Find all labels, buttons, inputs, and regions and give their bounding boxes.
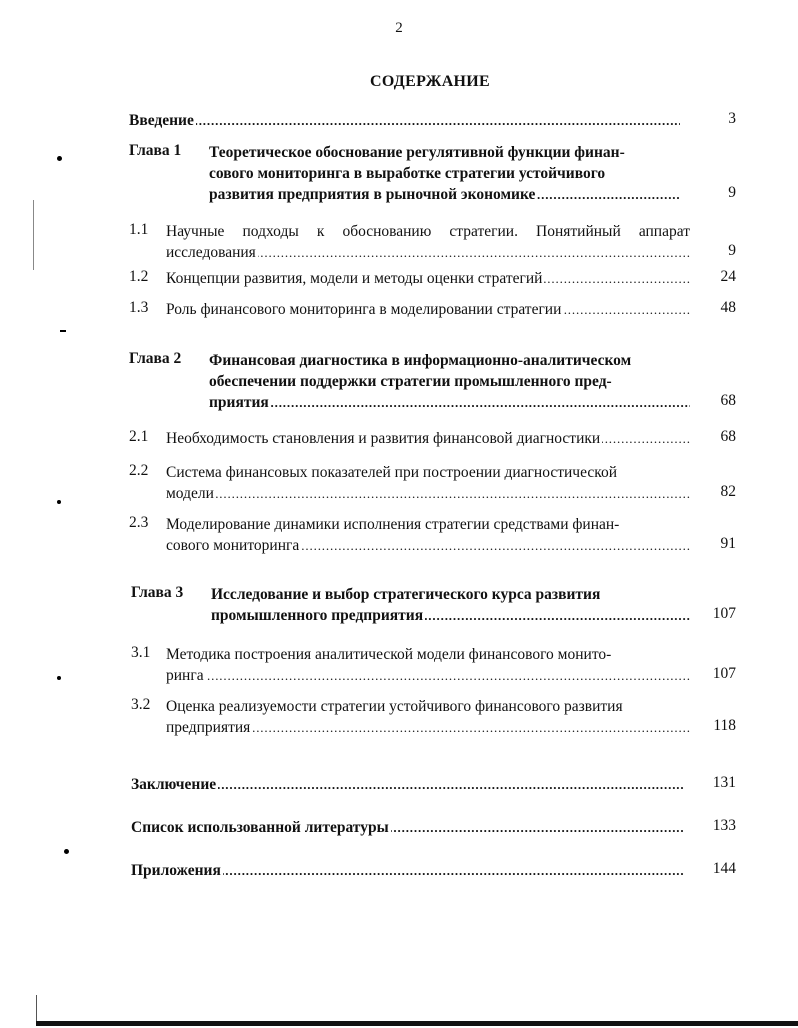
section-2-2-line-1: Система финансовых показателей при построении диагностической (166, 464, 618, 481)
toc-section-3-1[interactable] (166, 644, 690, 686)
section-1-2-title: Концепции развития, модели и методы оценки стратегий (166, 270, 543, 287)
toc-section-2-2[interactable] (166, 462, 690, 504)
toc-section-2-3[interactable] (166, 514, 690, 556)
toc-section-2-1[interactable] (166, 428, 690, 449)
chapter-2-title-line-3: приятия (209, 394, 269, 411)
section-2-3-num: 2.3 (129, 514, 149, 531)
section-2-3-page: 91 (720, 535, 736, 552)
section-1-1-line-2: исследования (166, 244, 256, 261)
section-1-3-page: 48 (720, 299, 736, 316)
section-1-1-line-1: Научные подходы к обоснованию стратегии. Понятийный аппарат (166, 223, 690, 240)
section-3-1-num: 3.1 (131, 644, 151, 661)
section-2-3-line-2: сового мониторинга (166, 537, 300, 554)
section-1-3-num: 1.3 (129, 299, 149, 316)
section-1-3-title: Роль финансового мониторинга в моделировании стратегии (166, 301, 562, 318)
chapter-3-title-line-1: Исследование и выбор стратегического курса развития (211, 586, 601, 603)
toc-appendices-title: Приложения (131, 862, 221, 879)
section-2-2-line-2: модели (166, 485, 214, 502)
section-2-2-num: 2.2 (129, 462, 149, 479)
toc-intro[interactable] (129, 110, 680, 131)
chapter-2-title-line-2: обеспечении поддержки стратегии промышленного пред- (209, 373, 612, 390)
scan-dot (57, 156, 62, 161)
chapter-2-title-line-1: Финансовая диагностика в информационно-аналитическом (209, 352, 632, 369)
section-1-1-num: 1.1 (129, 221, 149, 238)
toc-section-1-1[interactable] (166, 221, 690, 263)
section-3-2-line-2: предприятия (166, 719, 251, 736)
toc-conclusion-title: Заключение (131, 776, 217, 793)
scan-bottom-edge (36, 1021, 798, 1026)
scan-line (36, 995, 37, 1023)
chapter-1-title-line-3: развития предприятия в рыночной экономике (209, 186, 536, 203)
chapter-1-label: Глава 1 (129, 142, 182, 159)
chapter-3-page: 107 (712, 605, 736, 622)
section-2-2-page: 82 (720, 483, 736, 500)
section-3-1-line-2: ринга (166, 667, 204, 684)
toc-chapter-2[interactable] (209, 350, 690, 413)
toc-intro-title: Введение (129, 112, 194, 129)
toc-section-3-2[interactable] (166, 696, 690, 738)
scan-dot (57, 500, 61, 504)
chapter-1-page: 9 (728, 184, 736, 201)
section-1-1-page: 9 (728, 242, 736, 259)
toc-appendices[interactable] (131, 860, 690, 881)
toc-section-1-2[interactable] (166, 268, 690, 289)
page-number: 2 (395, 20, 403, 36)
section-3-1-line-1: Методика построения аналитической модели финансового монито- (166, 646, 612, 663)
toc-conclusion-page: 131 (712, 774, 736, 791)
section-2-1-page: 68 (720, 428, 736, 445)
chapter-1-title-line-2: сового мониторинга в выработке стратегии устойчивого (209, 165, 606, 182)
chapter-3-title-line-2: промышленного предприятия (211, 607, 424, 624)
scan-dot (64, 849, 69, 854)
section-1-2-num: 1.2 (129, 268, 149, 285)
section-3-1-page: 107 (712, 665, 736, 682)
toc-references-page: 133 (712, 817, 736, 834)
chapter-1-title-line-1: Теоретическое обоснование регулятивной функции финан- (209, 144, 625, 161)
toc-appendices-page: 144 (712, 860, 736, 877)
toc-intro-page: 3 (728, 110, 736, 127)
contents-title: СОДЕРЖАНИЕ (369, 73, 491, 90)
scan-mark (60, 330, 66, 332)
section-3-2-page: 118 (713, 717, 736, 734)
chapter-3-label: Глава 3 (131, 584, 184, 601)
toc-section-1-3[interactable] (166, 299, 690, 320)
toc-references-title: Список использованной литературы (131, 819, 389, 836)
chapter-2-page: 68 (720, 392, 736, 409)
scan-line (33, 200, 34, 270)
section-2-1-num: 2.1 (129, 428, 149, 445)
toc-references[interactable] (131, 817, 690, 838)
toc-chapter-1[interactable] (209, 142, 680, 205)
toc-chapter-3[interactable] (211, 584, 690, 626)
section-2-1-title: Необходимость становления и развития финансовой диагностики (166, 430, 601, 447)
toc-conclusion[interactable] (131, 774, 690, 795)
section-2-3-line-1: Моделирование динамики исполнения стратегии средствами финан- (166, 516, 620, 533)
chapter-2-label: Глава 2 (129, 350, 182, 367)
scan-dot (57, 676, 61, 680)
section-3-2-line-1: Оценка реализуемости стратегии устойчивого финансового развития (166, 698, 623, 715)
section-1-2-page: 24 (720, 268, 736, 285)
section-3-2-num: 3.2 (131, 696, 151, 713)
